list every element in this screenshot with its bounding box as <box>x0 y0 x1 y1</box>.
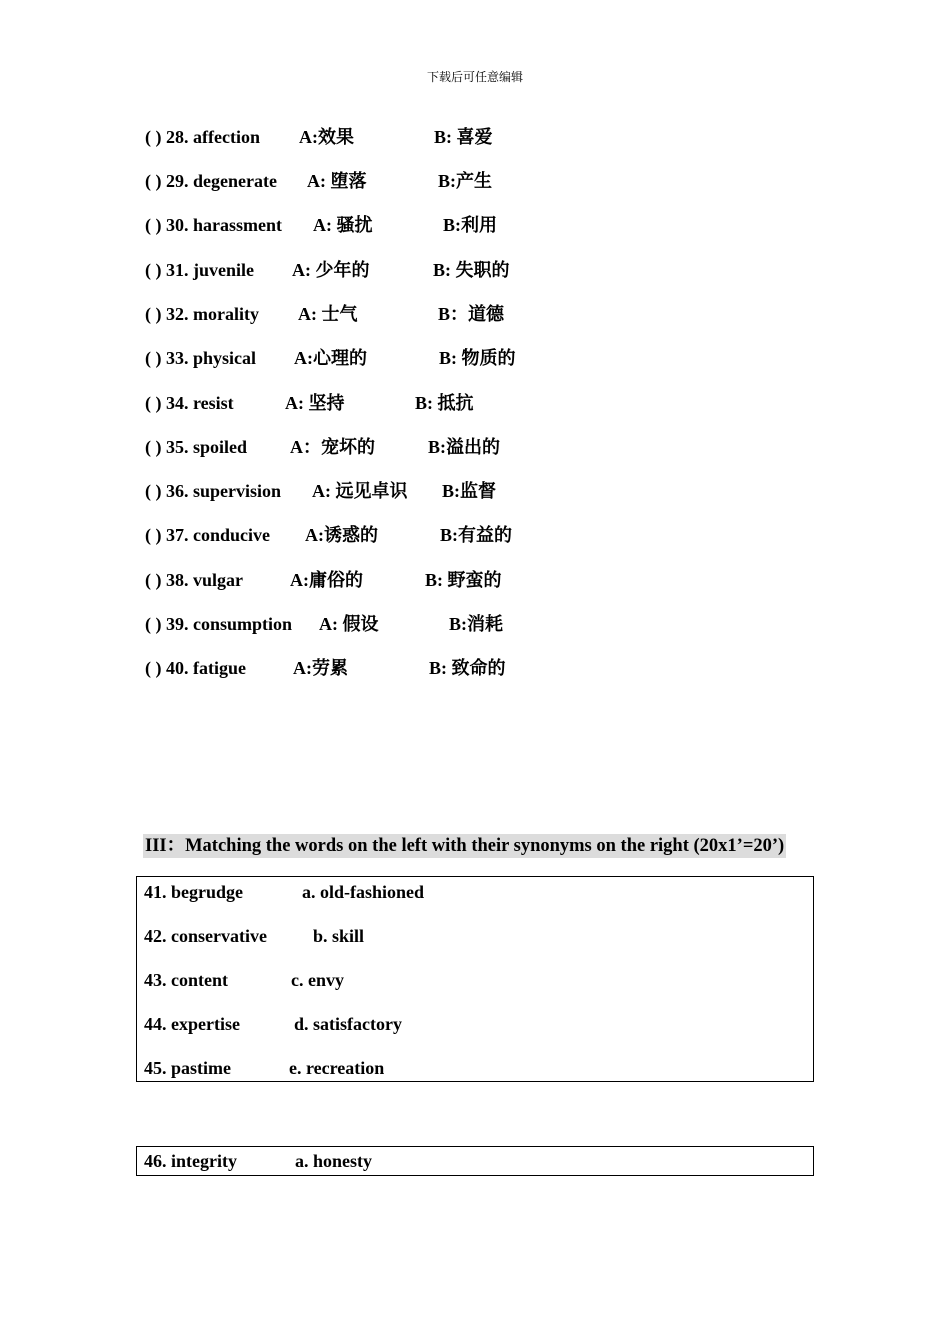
option-b: B:消耗 <box>449 614 503 634</box>
option-a: A: 堕落 <box>307 171 367 191</box>
section-title: III：Matching the words on the left with their synonyms on the right (20x1’=20’) <box>145 836 785 856</box>
question-word: ( ) 28. affection <box>145 127 260 147</box>
option-a: A:效果 <box>299 127 354 147</box>
matching-word: 42. conservative <box>144 926 267 946</box>
question-word: ( ) 29. degenerate <box>145 171 277 191</box>
option-b: B: 物质的 <box>439 348 516 368</box>
question-word: ( ) 34. resist <box>145 393 234 413</box>
matching-synonym: e. recreation <box>289 1058 385 1078</box>
option-a: A: 少年的 <box>292 260 370 280</box>
matching-synonym: a. old-fashioned <box>302 882 425 902</box>
matching-table <box>136 1146 814 1176</box>
question-word: ( ) 35. spoiled <box>145 437 248 457</box>
option-b: B: 失职的 <box>433 260 510 280</box>
option-a: A:诱惑的 <box>305 525 378 545</box>
matching-synonym: a. honesty <box>295 1151 373 1171</box>
option-b: B：道德 <box>438 304 505 324</box>
question-word: ( ) 40. fatigue <box>145 658 246 678</box>
matching-synonym: b. skill <box>313 926 365 946</box>
option-a: A: 坚持 <box>285 393 345 413</box>
option-b: B:产生 <box>438 171 492 191</box>
question-word: ( ) 33. physical <box>145 348 257 368</box>
question-word: ( ) 39. consumption <box>145 614 293 634</box>
option-b: B:利用 <box>443 215 497 235</box>
matching-synonym: c. envy <box>291 970 344 990</box>
matching-table <box>136 876 814 1082</box>
question-word: ( ) 38. vulgar <box>145 570 243 590</box>
matching-word: 46. integrity <box>144 1151 237 1171</box>
option-a: A: 假设 <box>319 614 379 634</box>
matching-synonym: d. satisfactory <box>294 1014 402 1034</box>
option-b: B: 喜爱 <box>434 127 493 147</box>
matching-word: 43. content <box>144 970 228 990</box>
question-word: ( ) 31. juvenile <box>145 260 254 280</box>
option-b: B: 抵抗 <box>415 393 474 413</box>
option-b: B:有益的 <box>440 525 512 545</box>
option-a: A: 骚扰 <box>313 215 373 235</box>
option-a: A：宠坏的 <box>290 437 375 457</box>
question-word: ( ) 37. conducive <box>145 525 270 545</box>
matching-word: 41. begrudge <box>144 882 243 902</box>
option-a: A:劳累 <box>293 658 348 678</box>
option-b: B: 致命的 <box>429 658 506 678</box>
question-word: ( ) 36. supervision <box>145 481 282 501</box>
matching-word: 44. expertise <box>144 1014 240 1034</box>
option-a: A:庸俗的 <box>290 570 363 590</box>
question-word: ( ) 30. harassment <box>145 215 282 235</box>
option-b: B:监督 <box>442 481 496 501</box>
option-a: A: 远见卓识 <box>312 481 408 501</box>
option-a: A: 士气 <box>298 304 358 324</box>
option-a: A:心理的 <box>294 348 367 368</box>
matching-word: 45. pastime <box>144 1058 231 1078</box>
option-b: B: 野蛮的 <box>425 570 502 590</box>
question-word: ( ) 32. morality <box>145 304 259 324</box>
option-b: B:溢出的 <box>428 437 500 457</box>
page-header: 下载后可任意编辑 <box>426 70 523 84</box>
